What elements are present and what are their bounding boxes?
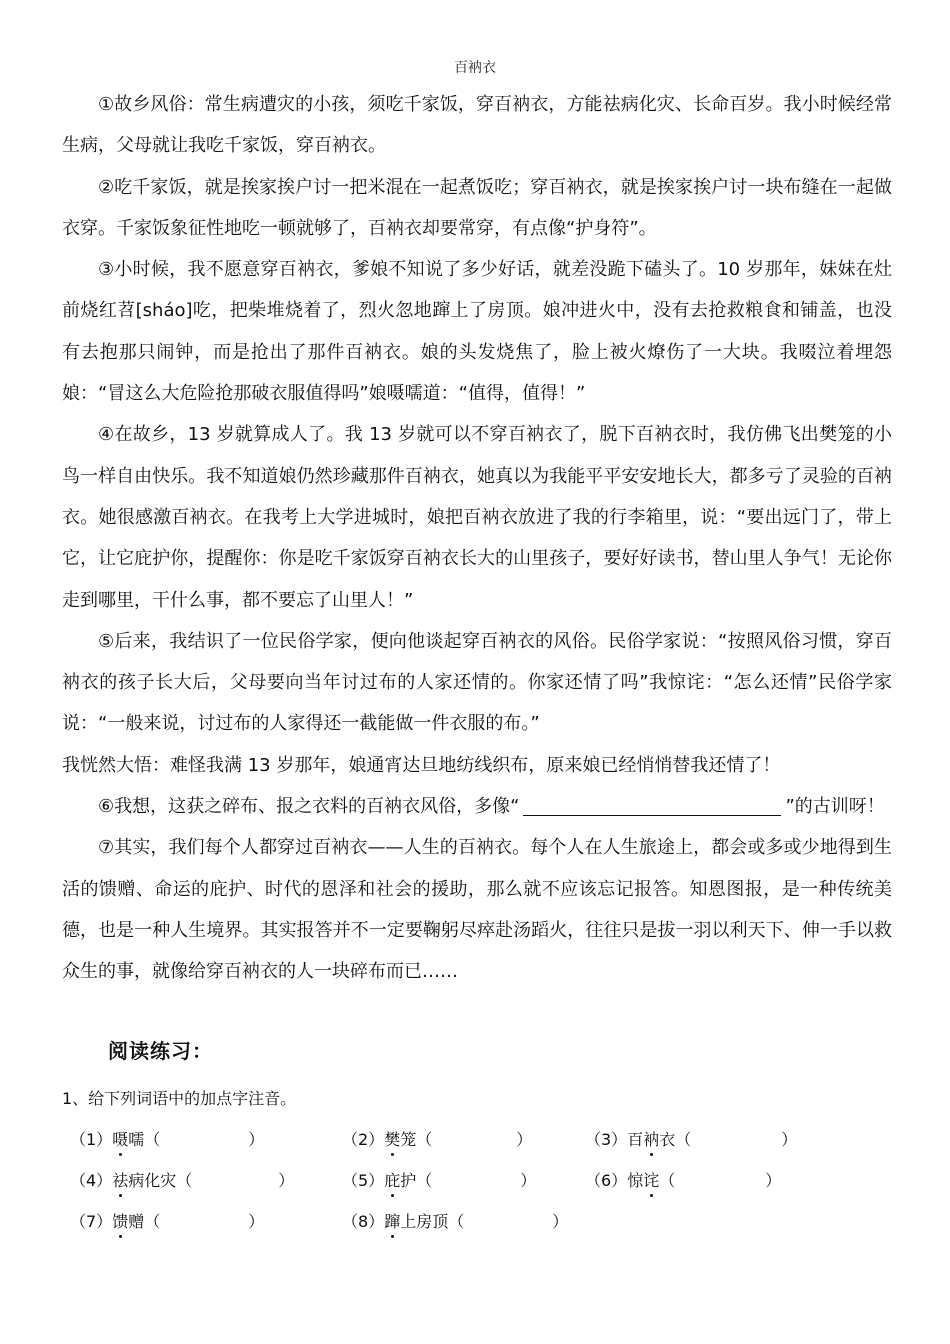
paragraph-7: ⑦其实，我们每个人都穿过百衲衣——人生的百衲衣。每个人在人生旅途上，都会或多或少地得到生活的馈赠、命运的庇护、时代的恩泽和社会的援助，那么就不应该忘记报答。知恩图报，是一种传统美德，也是一种人生境界。其实报答并不一定要鞠躬尽瘁赴汤蹈火，往往只是拔一羽以利天下、伸一手以救众生的事，就像给穿百衲衣的人一块碎布而已……	[62, 837, 892, 983]
paragraph-6-after: ”的古训呀！	[785, 796, 885, 818]
dotted-char: 衲	[643, 1127, 659, 1150]
fill-in-blank[interactable]	[523, 793, 781, 816]
paragraph-1: ①故乡风俗：常生病遭灾的小孩，须吃千家饭，穿百衲衣，方能祛病化灾、长命百岁。我小时候经常生病，父母就让我吃千家饭，穿百衲衣。	[62, 94, 892, 157]
section-title: 阅读练习：	[108, 1039, 213, 1063]
paragraph-5: ⑤后来，我结识了一位民俗学家，便向他谈起穿百衲衣的风俗。民俗学家说：“按照风俗习惯，穿百衲衣的孩子长大后，父母要向当年讨过布的人家还情的。你家还情了吗”我惊诧：“怎么还情”民俗学家说：“一般来说，讨过布的人家得还一截能做一件衣服的布。”	[62, 630, 892, 735]
exercise-item-2: （2）樊笼（ ）	[342, 1127, 532, 1150]
dotted-char: 樊	[384, 1127, 400, 1150]
paragraph-6-before: ⑥我想，这获之碎布、报之衣料的百衲衣风俗，多像“	[98, 796, 520, 818]
realization-line: 我恍然大悟：难怪我满 13 岁那年，娘通宵达旦地纺线织布，原来娘已经悄悄替我还情了！	[62, 754, 781, 776]
exercise-item-5: （5）庇护（ ）	[342, 1168, 536, 1191]
exercise-item-4: （4）祛病化灾（ ）	[70, 1168, 294, 1191]
page-title: 百衲衣	[454, 60, 496, 76]
dotted-char: 祛	[112, 1168, 128, 1191]
dotted-char: 馈	[112, 1209, 128, 1232]
dotted-char: 蹿	[384, 1209, 400, 1232]
paragraph-2: ②吃千家饭，就是挨家挨户讨一把米混在一起煮饭吃；穿百衲衣，就是挨家挨户讨一块布缝在一起做衣穿。千家饭象征性地吃一顿就够了，百衲衣却要常穿，有点像“护身符”。	[62, 176, 892, 239]
exercise-item-1: （1）嗫嚅（ ）	[70, 1127, 264, 1150]
paragraph-6	[62, 786, 892, 827]
dotted-char: 嗫	[112, 1127, 128, 1150]
article-body	[62, 84, 892, 993]
question-1: 1、给下列词语中的加点字注音。	[62, 1089, 297, 1108]
exercise-item-8: （8）蹿上房顶（ ）	[342, 1209, 568, 1232]
paragraph-3: ③小时候，我不愿意穿百衲衣，爹娘不知说了多少好话，就差没跪下磕头了。10 岁那年，妹妹在灶前烧红苕[sháo]吃，把柴堆烧着了，烈火忽地蹿上了房顶。娘冲进火中，没有去抢救粮食和铺盖，也没有去抱那只闹钟，而是抢出了那件百衲衣。娘的头发烧焦了，脸上被火燎伤了一大块。我啜泣着埋怨娘：“冒这么大危险抢那破衣服值得吗”娘嗫嚅道：“值得，值得！”	[62, 259, 892, 405]
dotted-char: 庇	[384, 1168, 400, 1191]
exercise-item-6: （6）惊诧（ ）	[585, 1168, 781, 1191]
exercise-item-7: （7）馈赠（ ）	[70, 1209, 264, 1232]
dotted-char: 诧	[643, 1168, 659, 1191]
exercise-item-3: （3）百衲衣（ ）	[585, 1127, 797, 1150]
paragraph-4: ④在故乡，13 岁就算成人了。我 13 岁就可以不穿百衲衣了，脱下百衲衣时，我仿佛飞出樊笼的小鸟一样自由快乐。我不知道娘仍然珍藏那件百衲衣，她真以为我能平平安安地长大，都多亏了灵验的百衲衣。她很感激百衲衣。在我考上大学进城时，娘把百衲衣放进了我的行李箱里，说：“要出远门了，带上它，让它庇护你，提醒你：你是吃千家饭穿百衲衣长大的山里孩子，要好好读书，替山里人争气！无论你走到哪里，干什么事，都不要忘了山里人！”	[62, 424, 892, 611]
